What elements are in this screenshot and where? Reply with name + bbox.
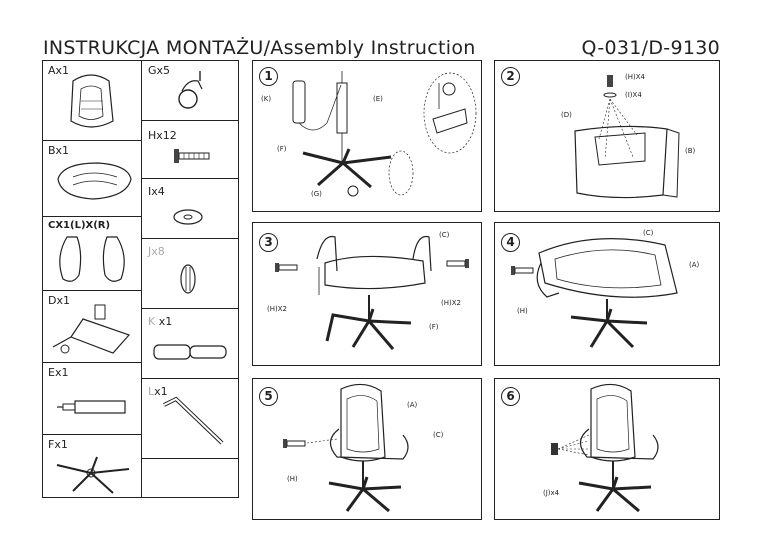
callout-e: (E): [373, 95, 383, 103]
step-number: 5: [259, 387, 278, 406]
caster-icon: [142, 61, 238, 121]
part-label: Jx8: [148, 245, 165, 258]
backrest-icon: [43, 61, 141, 141]
part-label: Bx1: [48, 144, 70, 157]
parts-column-left: [42, 60, 142, 498]
step-4-panel: [494, 222, 720, 366]
step-4-diagram: [495, 223, 721, 367]
step-3-panel: [252, 222, 482, 366]
step-number: 1: [259, 67, 278, 86]
part-cell-d: [43, 291, 141, 363]
callout-h: (H)X4: [625, 73, 645, 81]
part-label: Gx5: [148, 64, 171, 77]
callout-h-left: (H)X2: [267, 305, 287, 313]
part-label: Ax1: [48, 64, 70, 77]
part-label: K x1: [148, 315, 173, 328]
part-label: Dx1: [48, 294, 70, 307]
part-cell-c: [43, 217, 141, 291]
part-cell-b: [43, 141, 141, 217]
part-cell-l: [142, 379, 238, 459]
part-cell-f: [43, 435, 141, 497]
armrests-icon: [43, 217, 141, 291]
step-number: 2: [501, 67, 520, 86]
step-5-panel: [252, 378, 482, 520]
part-label: Ex1: [48, 366, 69, 379]
callout-k: (K): [261, 95, 272, 103]
washer-icon: [142, 179, 238, 239]
callout-h: (H): [517, 307, 528, 315]
callout-d: (D): [561, 111, 572, 119]
callout-a: (A): [689, 261, 700, 269]
part-label: Hx12: [148, 129, 177, 142]
callout-g: (G): [311, 190, 322, 198]
step-3-diagram: [253, 223, 483, 367]
cover-tube-icon: [142, 309, 238, 379]
step-number: 3: [259, 233, 278, 252]
model-number: Q-031/D-9130: [581, 37, 720, 59]
callout-c: (C): [439, 231, 450, 239]
part-label: CX1(L)X(R): [48, 220, 111, 231]
step-1-diagram: [253, 61, 483, 213]
callout-f: (F): [429, 323, 439, 331]
part-cell-g: [142, 61, 238, 121]
callout-h-right: (H)X2: [441, 299, 461, 307]
step-6-diagram: [495, 379, 721, 521]
cap-icon: [142, 239, 238, 309]
callout-i: (I)X4: [625, 91, 642, 99]
step-1-panel: [252, 60, 482, 212]
callout-a: (A): [407, 401, 418, 409]
callout-f: (F): [277, 145, 287, 153]
gas-lift-icon: [43, 363, 141, 435]
part-label: Ix4: [148, 185, 165, 198]
step-number: 4: [501, 233, 520, 252]
part-label: Lx1: [148, 385, 168, 398]
bolt-icon: [142, 121, 238, 179]
parts-column-right: [141, 60, 239, 498]
part-cell-j: [142, 239, 238, 309]
part-cell-i: [142, 179, 238, 239]
part-label: Fx1: [48, 438, 68, 451]
step-number: 6: [501, 387, 520, 406]
callout-c: (C): [433, 431, 444, 439]
step-5-diagram: [253, 379, 483, 521]
callout-c: (C): [643, 229, 654, 237]
part-cell-k: [142, 309, 238, 379]
part-cell-a: [43, 61, 141, 141]
part-cell-e: [43, 363, 141, 435]
callout-h: (H): [287, 475, 298, 483]
seat-icon: [43, 141, 141, 217]
step-6-panel: [494, 378, 720, 520]
base-icon: [43, 435, 141, 497]
mechanism-icon: [43, 291, 141, 363]
callout-b: (B): [685, 147, 696, 155]
allen-key-icon: [142, 379, 238, 459]
document-title: INSTRUKCJA MONTAŻU/Assembly Instruction: [43, 37, 476, 59]
part-cell-h: [142, 121, 238, 179]
step-2-panel: [494, 60, 720, 212]
step-2-diagram: [495, 61, 721, 213]
callout-j: (J)x4: [543, 489, 560, 497]
